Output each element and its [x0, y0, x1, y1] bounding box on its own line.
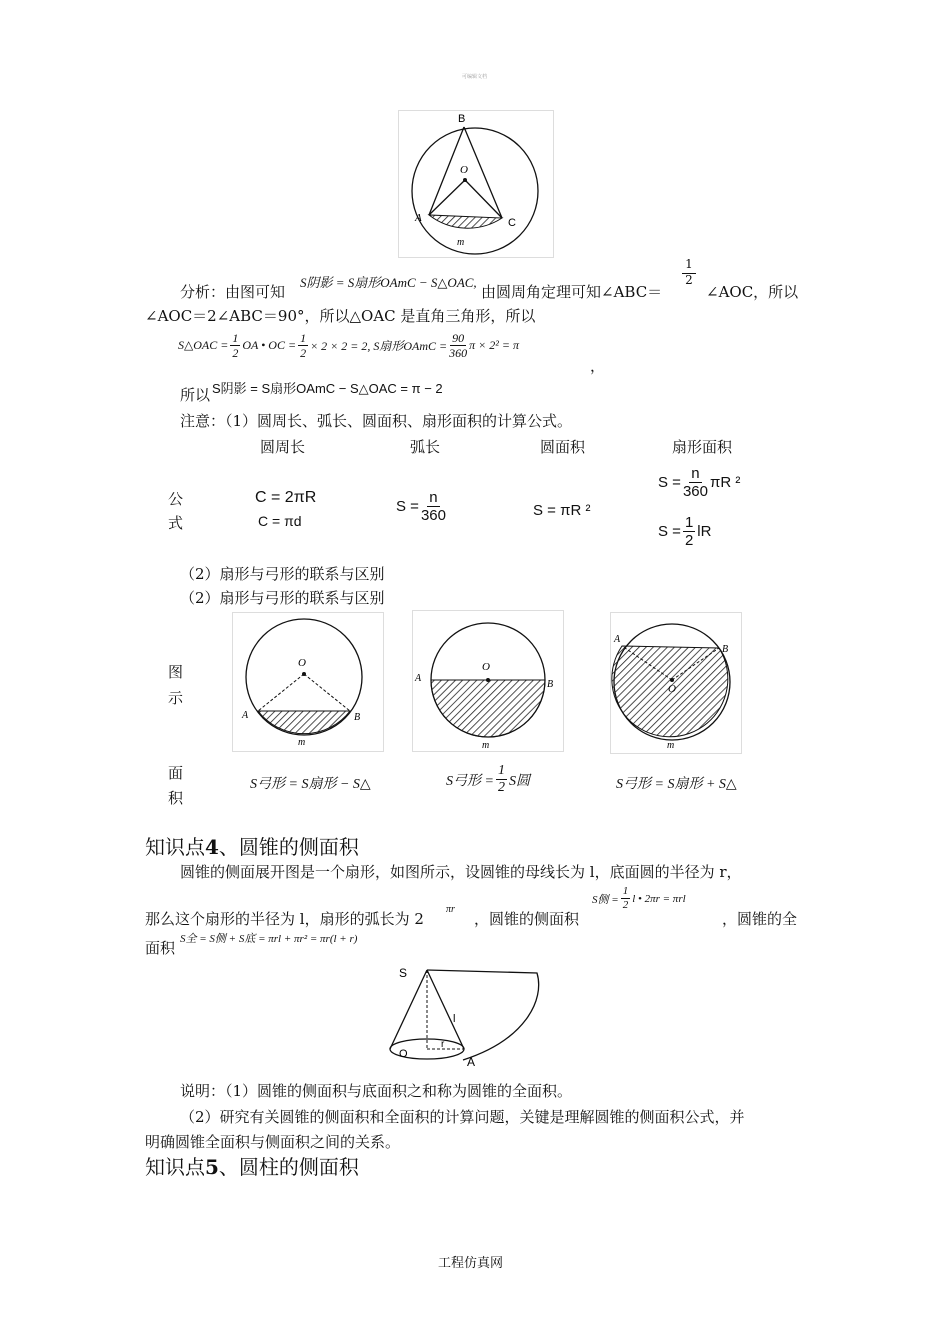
- figure-inscribed-angle: [398, 110, 554, 258]
- analysis-after-half: ∠AOC，所以: [706, 283, 799, 301]
- label-O: O: [460, 164, 468, 176]
- header-arc: 弧长: [410, 438, 441, 456]
- label-B: B: [458, 113, 466, 125]
- svg-text:m: m: [298, 737, 306, 748]
- svg-text:l: l: [453, 1013, 456, 1025]
- section2-title-a: （2）扇形与弓形的联系与区别: [180, 565, 385, 583]
- label-C: C: [508, 217, 516, 229]
- svg-text:O: O: [298, 657, 306, 669]
- total-area-formula: S全 = S侧 + S底 = πrl + πr² = πr(l + r): [180, 933, 358, 945]
- lateral-area-formula: S侧 = $\frac{1}{2}$ l • 2πr = πrl: [592, 885, 686, 911]
- comma: ，: [590, 357, 606, 375]
- kp4-p2a: 那么这个扇形的半径为 l，扇形的弧长为 2: [145, 910, 424, 928]
- kp4-note2: （2）研究有关圆锥的侧面积和全面积的计算问题，关键是理解圆锥的侧面积公式，并: [180, 1108, 745, 1126]
- kp4-p1: 圆锥的侧面展开图是一个扇形，如图所示，设圆锥的母线长为 l，底面圆的半径为 r，: [180, 863, 742, 881]
- formula-result: S阴影 = S扇形OAmC − S△OAC = π − 2: [212, 381, 443, 396]
- sector-formula-1: S = $\frac{n}{360}$ πR ²: [658, 465, 741, 500]
- circ-formula-1: C = 2πR: [255, 489, 317, 506]
- so-text: 所以: [180, 386, 211, 404]
- label-A: A: [415, 212, 422, 224]
- note-title: 注意：（1）圆周长、弧长、圆面积、扇形面积的计算公式。: [180, 412, 573, 430]
- fig-label-1: 图: [168, 663, 184, 681]
- svg-text:B: B: [354, 712, 361, 723]
- header-tiny: 可编辑文档: [462, 74, 488, 80]
- kp4-title: 知识点4、圆锥的侧面积: [145, 835, 359, 859]
- arch-formula-2: S弓形 = $\frac{1}{2}$ S圆: [446, 763, 530, 795]
- arc-formula: S = $\frac{n}{360}$: [396, 489, 446, 524]
- analysis-mid: 由圆周角定理可知∠ABC＝: [481, 283, 663, 301]
- svg-text:B: B: [722, 644, 729, 655]
- row-label-2: 式: [168, 514, 184, 532]
- svg-text:O: O: [482, 661, 490, 673]
- section2-title-b: （2）扇形与弓形的联系与区别: [180, 589, 385, 607]
- circle-area-formula: S = πR ²: [533, 502, 591, 519]
- area-label-2: 积: [168, 789, 184, 807]
- shaded-segment: [429, 215, 502, 228]
- figure-segment-major: [610, 612, 742, 754]
- circ-formula-2: C = πd: [258, 513, 302, 529]
- sector-formula-2: S = $\frac{1}{2}$ lR: [658, 514, 712, 549]
- figure-segment-minor: [232, 612, 384, 752]
- svg-text:B: B: [547, 679, 554, 690]
- figure-segment-semicircle: [412, 610, 564, 752]
- arch-formula-1: S弓形 = S扇形 − S△: [250, 777, 371, 792]
- row-label-1: 公: [168, 490, 184, 508]
- fraction-half: 1 2: [682, 258, 696, 287]
- figure-cone-development: [385, 960, 545, 1072]
- kp4-p2b: ，圆锥的侧面积: [474, 910, 580, 928]
- kp4-p2c: ，圆锥的全: [722, 910, 798, 928]
- kp4-p3a: 面积: [145, 939, 176, 957]
- analysis-prefix: 分析：由图可知: [180, 283, 286, 301]
- formula-area-calc: S△OAC = $\frac{1}{2}$ OA • OC = $\frac{1}{2}$ × 2 × 2 = 2, S扇形OAmC = $\frac{90}{360}$ π × 2² = π: [178, 331, 519, 360]
- header-circumference: 圆周长: [260, 438, 306, 456]
- svg-text:O: O: [399, 1048, 408, 1060]
- label-m: m: [457, 237, 465, 248]
- area-label-1: 面: [168, 764, 184, 782]
- footer: 工程仿真网: [438, 1256, 504, 1271]
- svg-text:A: A: [242, 710, 249, 721]
- kp5-title: 知识点5、圆柱的侧面积: [145, 1155, 359, 1179]
- analysis-line2: ∠AOC＝2∠ABC＝90°，所以△OAC 是直角三角形，所以: [145, 307, 536, 325]
- kp4-note3: 明确圆锥全面积与侧面积之间的关系。: [145, 1133, 401, 1151]
- formula-shade: S阴影 = S扇形OAmC − S△OAC,: [300, 275, 477, 290]
- svg-text:m: m: [482, 740, 490, 751]
- svg-text:A: A: [415, 673, 422, 684]
- svg-text:A: A: [467, 1055, 476, 1069]
- svg-text:r: r: [441, 1039, 445, 1050]
- header-circle-area: 圆面积: [540, 438, 586, 456]
- arch-formula-3: S弓形 = S扇形 + S△: [616, 777, 737, 792]
- svg-text:m: m: [667, 740, 675, 751]
- svg-text:A: A: [614, 634, 621, 645]
- kp4-note1: 说明：（1）圆锥的侧面积与底面积之和称为圆锥的全面积。: [180, 1082, 573, 1100]
- fig-label-2: 示: [168, 689, 184, 707]
- kp4-pi-r: πr: [446, 904, 455, 915]
- svg-text:O: O: [668, 683, 676, 695]
- svg-text:S: S: [399, 966, 408, 980]
- header-sector-area: 扇形面积: [672, 438, 733, 456]
